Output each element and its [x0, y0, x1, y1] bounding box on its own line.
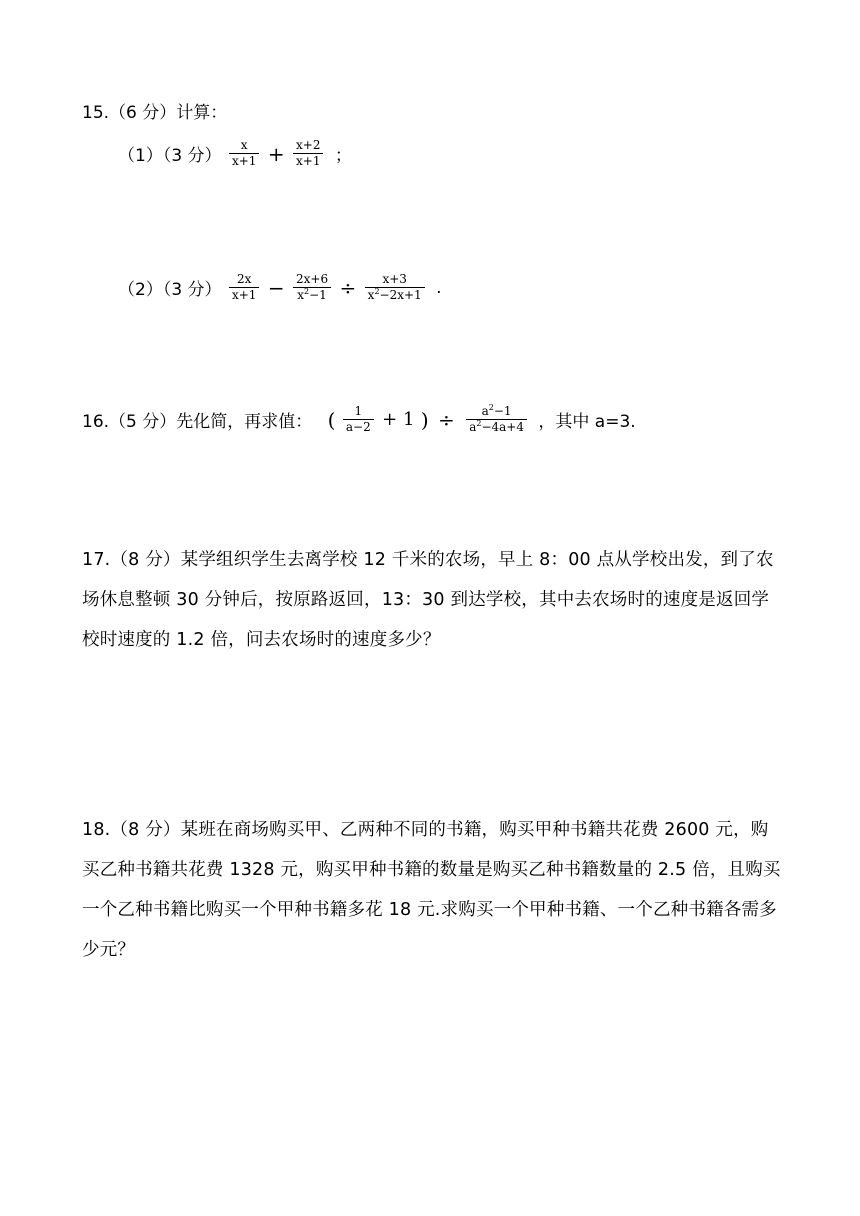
divide-operator: ÷	[438, 407, 455, 432]
remainder: −1	[309, 288, 327, 302]
q15-heading: 15.（6 分）计算：	[82, 103, 228, 123]
fraction	[293, 138, 323, 169]
numerator: 2x+6	[293, 272, 331, 288]
exponent: 2	[476, 419, 482, 428]
base: a	[481, 404, 489, 418]
q16	[82, 404, 636, 435]
numerator: 2x	[229, 272, 259, 288]
base: a	[469, 420, 477, 434]
fraction	[229, 138, 259, 169]
plus-operator: +	[267, 141, 285, 166]
q17-text: 17.（8 分）某学组织学生去离学校 12 千米的农场，早上 8：00 点从学校出发，到了农场休息整顿 30 分钟后，按原路返回，13：30 到达学校，其中去农场时的速度是返回学校时速度的 1.2 倍，问去农场时的速度多少？	[82, 550, 774, 650]
q18-text: 18.（8 分）某班在商场购买甲、乙两种不同的书籍，购买甲种书籍共花费 2600 元，购买乙种书籍共花费 1328 元，购买甲种书籍的数量是购买乙种书籍数量的 2.5 倍，且购买一个乙种书籍比购买一个甲种书籍多花 18 元.求购买一个甲种书籍、一个乙种书籍各需多少元？	[82, 820, 781, 960]
exponent: 2	[374, 287, 380, 296]
denominator	[466, 420, 527, 435]
denominator: x+1	[231, 288, 257, 302]
minus-operator: −	[267, 275, 285, 300]
fraction	[293, 272, 331, 303]
q15-part2	[118, 272, 442, 303]
q16-prefix: 16.（5 分）先化简，再求值：	[82, 412, 313, 432]
denominator: a−2	[345, 420, 371, 434]
plus-one: + 1	[382, 409, 415, 430]
right-paren: )	[420, 407, 429, 432]
numerator: x+3	[365, 272, 425, 288]
period: .	[436, 277, 442, 298]
left-paren: (	[327, 407, 336, 432]
fraction	[343, 404, 374, 435]
base: x	[297, 288, 305, 302]
denominator	[365, 288, 425, 303]
fraction	[466, 404, 527, 435]
fraction	[229, 272, 259, 303]
exponent: 2	[488, 403, 494, 412]
divide-operator: ÷	[339, 275, 357, 300]
remainder: −2x+1	[379, 288, 422, 302]
q15-part2-label: （2）（3 分）	[118, 280, 222, 300]
denominator	[293, 288, 331, 303]
q15-part1-label: （1）（3 分）	[118, 146, 222, 166]
fraction	[365, 272, 425, 303]
base: x	[367, 288, 375, 302]
numerator: x	[229, 138, 259, 154]
numerator	[466, 404, 527, 420]
denominator: x+1	[231, 154, 257, 168]
remainder: −4a+4	[481, 420, 524, 434]
remainder: −1	[493, 404, 512, 418]
q15-part1	[118, 138, 352, 169]
denominator: x+1	[296, 154, 321, 168]
semicolon: ；	[334, 146, 352, 166]
numerator: x+2	[293, 138, 323, 154]
exponent: 2	[304, 287, 310, 296]
q16-suffix: ，其中 a=3.	[538, 412, 636, 432]
numerator: 1	[343, 404, 374, 420]
